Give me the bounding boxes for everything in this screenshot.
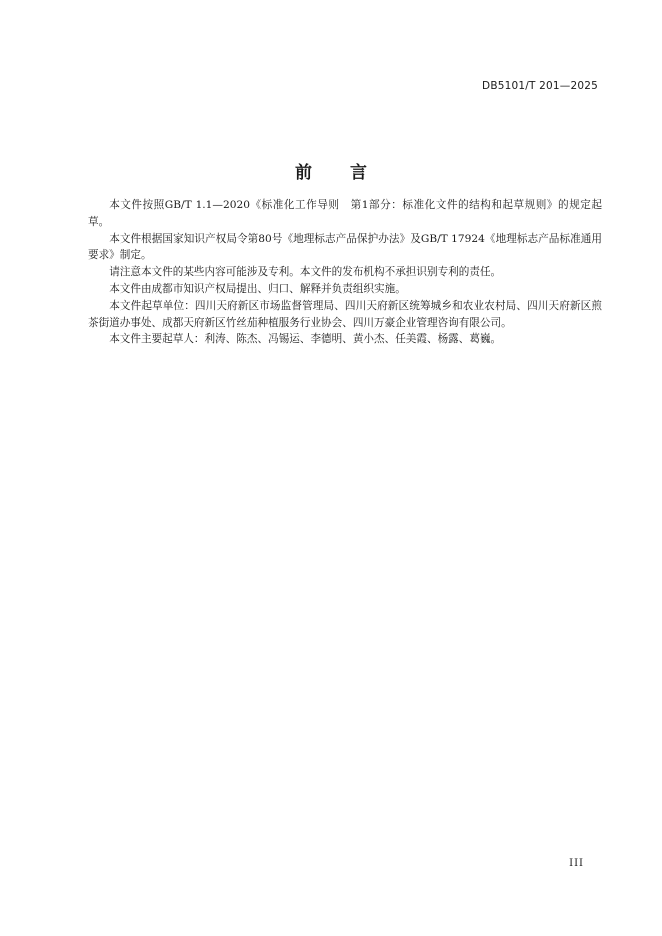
title-char-2: 言 <box>350 163 367 183</box>
paragraph-basis: 本文件根据国家知识产权局令第80号《地理标志产品保护办法》及GB/T 17924《地理标志产品标准通用要求》制定。 <box>88 232 602 262</box>
title-char-1: 前 <box>295 163 312 183</box>
paragraph-patent-notice: 请注意本文件的某些内容可能涉及专利。本文件的发布机构不承担识别专利的责任。 <box>109 266 502 279</box>
paragraph-drafting-rules: 本文件按照GB/T 1.1—2020《标准化工作导则 第1部分：标准化文件的结构和起草规则》的规定起草。 <box>88 199 602 228</box>
paragraph-drafting-units: 本文件起草单位：四川天府新区市场监督管理局、四川天府新区统筹城乡和农业农村局、四川天府新区煎茶街道办事处、成都天府新区竹丝茄种植服务行业协会、四川万豪企业管理咨询有限公司。 <box>88 299 602 329</box>
page-title <box>0 158 662 183</box>
foreword-body <box>88 197 602 348</box>
paragraph-proposer: 本文件由成都市知识产权局提出、归口、解释并负责组织实施。 <box>109 282 406 295</box>
document-code: DB5101/T 201—2025 <box>482 80 598 92</box>
page-number: III <box>569 858 584 869</box>
paragraph-drafters: 本文件主要起草人：利涛、陈杰、冯锡运、李德明、黄小杰、任美霞、杨露、葛巍。 <box>109 333 502 346</box>
